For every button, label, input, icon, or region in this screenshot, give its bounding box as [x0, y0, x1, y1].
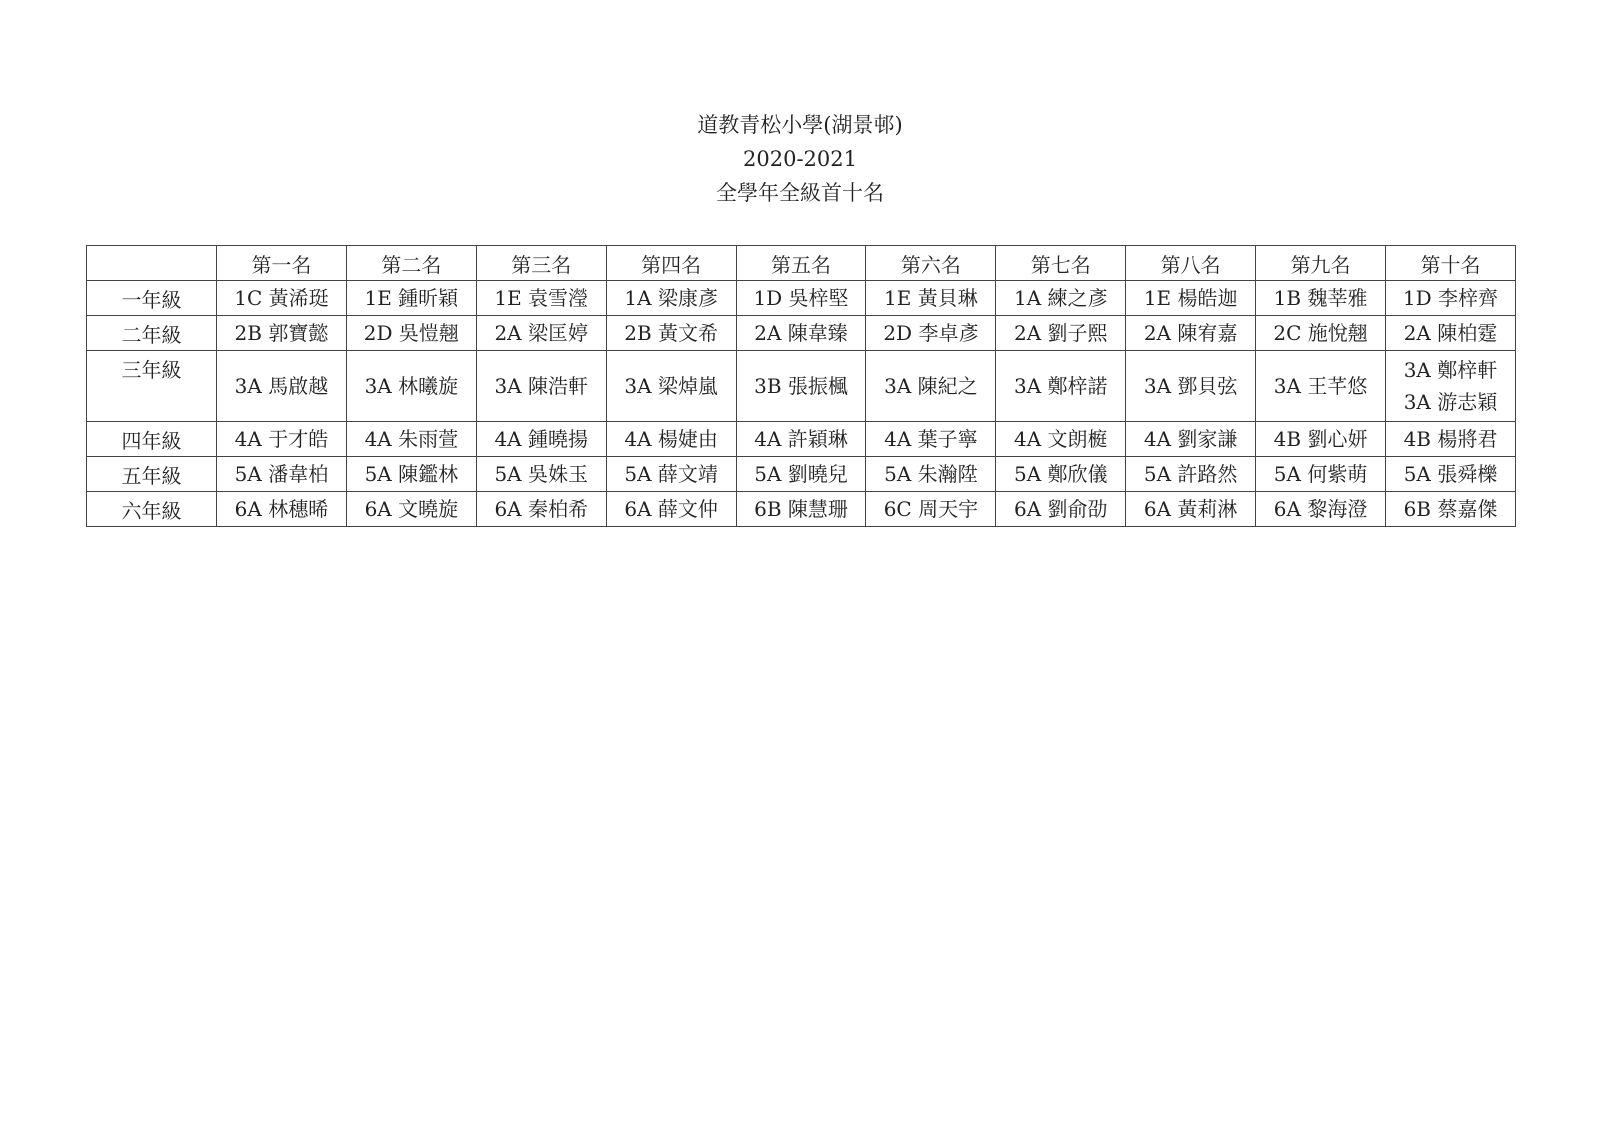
student-cell: [1256, 281, 1386, 316]
student-entry: 1D 李梓齊: [1402, 286, 1499, 310]
student-cell: [606, 281, 736, 316]
student-entry: 3B 張振楓: [754, 374, 848, 398]
student-entry: 4B 劉心妍: [1273, 427, 1368, 451]
column-header-rank-5: 第五名: [736, 246, 866, 281]
student-entry: 6A 文曉旋: [364, 497, 459, 521]
student-entry: 2A 陳柏霆: [1403, 321, 1498, 345]
student-entry: 1E 鍾昕穎: [364, 286, 459, 310]
student-entry: 2A 陳韋臻: [754, 321, 848, 345]
student-cell: [866, 316, 996, 351]
student-cell: [1126, 281, 1256, 316]
student-cell: [1386, 316, 1516, 351]
student-entry: 3A 陳浩軒: [494, 374, 588, 398]
student-entry: 1E 楊皓迦: [1143, 286, 1238, 310]
student-entry: 3A 王芊悠: [1273, 374, 1368, 398]
student-cell: [1256, 492, 1386, 527]
student-entry: 5A 劉曉兒: [754, 462, 848, 486]
student-entry: 1C 黃浠珽: [234, 286, 329, 310]
table-row: [87, 281, 1516, 316]
student-entry: 3A 鄭梓軒: [1403, 358, 1498, 382]
student-cell: [1126, 422, 1256, 457]
student-entry: 4A 于才皓: [234, 427, 329, 451]
student-entry: 3A 林曦旋: [364, 374, 459, 398]
student-cell: [996, 422, 1126, 457]
grade-label: 一年級: [87, 281, 217, 316]
student-entry: 2A 陳宥嘉: [1143, 321, 1238, 345]
grade-label: 六年級: [87, 492, 217, 527]
student-cell: [476, 422, 606, 457]
student-entry: 6A 黎海澄: [1273, 497, 1368, 521]
student-entry: 4B 楊將君: [1403, 427, 1498, 451]
student-entry: 4A 葉子寧: [884, 427, 978, 451]
column-header-rank-1: 第一名: [217, 246, 347, 281]
student-cell: [866, 422, 996, 457]
student-cell: [736, 422, 866, 457]
student-entry: 1D 吳梓堅: [753, 286, 849, 310]
student-cell: [866, 351, 996, 422]
student-cell: [1386, 281, 1516, 316]
table-row: [87, 457, 1516, 492]
student-entry: 5A 張舜櫟: [1403, 462, 1498, 486]
student-cell: [736, 281, 866, 316]
student-cell: [476, 281, 606, 316]
student-cell: [996, 492, 1126, 527]
student-cell: [1126, 457, 1256, 492]
table-row: [87, 351, 1516, 422]
student-entry: 2D 李卓彥: [883, 321, 979, 345]
student-cell: [1256, 422, 1386, 457]
column-header-rank-9: 第九名: [1256, 246, 1386, 281]
student-cell: [996, 351, 1126, 422]
table-corner-cell: [87, 246, 217, 281]
student-cell: [346, 457, 476, 492]
student-cell: [217, 351, 347, 422]
column-header-rank-4: 第四名: [606, 246, 736, 281]
student-cell: [346, 422, 476, 457]
student-entry: 4A 劉家謙: [1143, 427, 1238, 451]
student-cell: [476, 492, 606, 527]
student-entry: 3A 馬啟越: [234, 374, 329, 398]
student-cell: [606, 351, 736, 422]
school-year: 2020-2021: [743, 147, 857, 171]
student-entry: 5A 朱瀚陞: [884, 462, 978, 486]
student-entry: 5A 鄭欣儀: [1014, 462, 1108, 486]
student-entry: 4A 文朗榳: [1014, 427, 1108, 451]
student-cell: [346, 351, 476, 422]
student-cell: [736, 457, 866, 492]
student-entry: 4A 許穎琳: [754, 427, 848, 451]
student-entry: 6B 陳慧珊: [754, 497, 848, 521]
student-cell: [996, 281, 1126, 316]
student-cell: [866, 281, 996, 316]
student-cell: [217, 422, 347, 457]
student-cell: [217, 457, 347, 492]
table-row: [87, 492, 1516, 527]
student-entry: 6A 劉俞劭: [1014, 497, 1108, 521]
column-header-rank-3: 第三名: [476, 246, 606, 281]
student-entry: 1A 梁康彥: [624, 286, 718, 310]
school-name: 道教青松小學(湖景邨): [697, 113, 903, 137]
student-entry: 2C 施悅翹: [1273, 321, 1368, 345]
student-entry: 3A 梁焯嵐: [624, 374, 718, 398]
ranking-table: [86, 245, 1516, 527]
student-cell: [606, 422, 736, 457]
student-entry: 1A 練之彥: [1014, 286, 1108, 310]
student-entry: 2B 郭寶懿: [234, 321, 329, 345]
student-entry: 4A 朱雨萱: [364, 427, 459, 451]
student-cell: [1256, 351, 1386, 422]
student-entry: 5A 薛文靖: [624, 462, 718, 486]
student-cell: [217, 316, 347, 351]
document-header: [0, 108, 1600, 210]
table-row: [87, 422, 1516, 457]
document-title: 全學年全級首十名: [716, 181, 884, 205]
student-cell: [1256, 316, 1386, 351]
student-entry: 1E 袁雪瀅: [494, 286, 589, 310]
student-entry: 5A 陳鑑林: [364, 462, 459, 486]
column-header-rank-8: 第八名: [1126, 246, 1256, 281]
student-cell: [606, 316, 736, 351]
column-header-rank-2: 第二名: [346, 246, 476, 281]
student-cell: [476, 316, 606, 351]
student-cell: [736, 316, 866, 351]
student-cell: [476, 457, 606, 492]
student-entry: 3A 鄧貝弦: [1143, 374, 1238, 398]
student-cell: [866, 457, 996, 492]
student-cell: [736, 351, 866, 422]
student-entry: 3A 游志穎: [1403, 390, 1498, 414]
student-cell: [606, 492, 736, 527]
student-cell: [736, 492, 866, 527]
student-entry: 4A 鍾曉揚: [494, 427, 588, 451]
table-body: [87, 281, 1516, 527]
grade-label: 五年級: [87, 457, 217, 492]
grade-label: 四年級: [87, 422, 217, 457]
student-cell: [606, 457, 736, 492]
student-cell: [1126, 492, 1256, 527]
grade-label: 二年級: [87, 316, 217, 351]
student-entry: 2B 黃文希: [624, 321, 718, 345]
student-entry: 6A 黃莉淋: [1143, 497, 1238, 521]
student-entry: 5A 潘韋柏: [234, 462, 329, 486]
student-entry: 2D 吳愷翹: [363, 321, 459, 345]
student-cell: [1386, 457, 1516, 492]
student-cell: [1386, 492, 1516, 527]
student-cell: [1126, 351, 1256, 422]
student-entry: 5A 何紫萌: [1273, 462, 1368, 486]
student-cell: [996, 457, 1126, 492]
student-cell: [346, 316, 476, 351]
student-cell: [866, 492, 996, 527]
student-cell: [217, 492, 347, 527]
student-entry: 4A 楊婕由: [624, 427, 718, 451]
student-entry: 2A 梁匡婷: [494, 321, 588, 345]
student-cell: [346, 492, 476, 527]
student-cell: [996, 316, 1126, 351]
grade-label: 三年級: [87, 351, 217, 422]
student-entry: 3A 陳紀之: [884, 374, 978, 398]
column-header-rank-6: 第六名: [866, 246, 996, 281]
student-cell: [1386, 351, 1516, 422]
student-entry: 1E 黃貝琳: [884, 286, 978, 310]
table-header-row: [87, 246, 1516, 281]
student-entry: 5A 許路然: [1143, 462, 1238, 486]
student-entry: 6C 周天宇: [883, 497, 979, 521]
student-cell: [1256, 457, 1386, 492]
column-header-rank-10: 第十名: [1386, 246, 1516, 281]
student-entry: 6A 薛文仲: [624, 497, 718, 521]
student-cell: [217, 281, 347, 316]
student-entry: 3A 鄭梓諾: [1014, 374, 1108, 398]
student-cell: [1126, 316, 1256, 351]
student-cell: [346, 281, 476, 316]
student-entry: 1B 魏莘雅: [1273, 286, 1368, 310]
student-entry: 5A 吳姝玉: [494, 462, 588, 486]
column-header-rank-7: 第七名: [996, 246, 1126, 281]
student-entry: 6B 蔡嘉傑: [1403, 497, 1498, 521]
student-cell: [476, 351, 606, 422]
table-row: [87, 316, 1516, 351]
student-cell: [1386, 422, 1516, 457]
student-entry: 2A 劉子熙: [1014, 321, 1108, 345]
student-entry: 6A 林穗晞: [234, 497, 329, 521]
student-entry: 6A 秦柏希: [494, 497, 588, 521]
